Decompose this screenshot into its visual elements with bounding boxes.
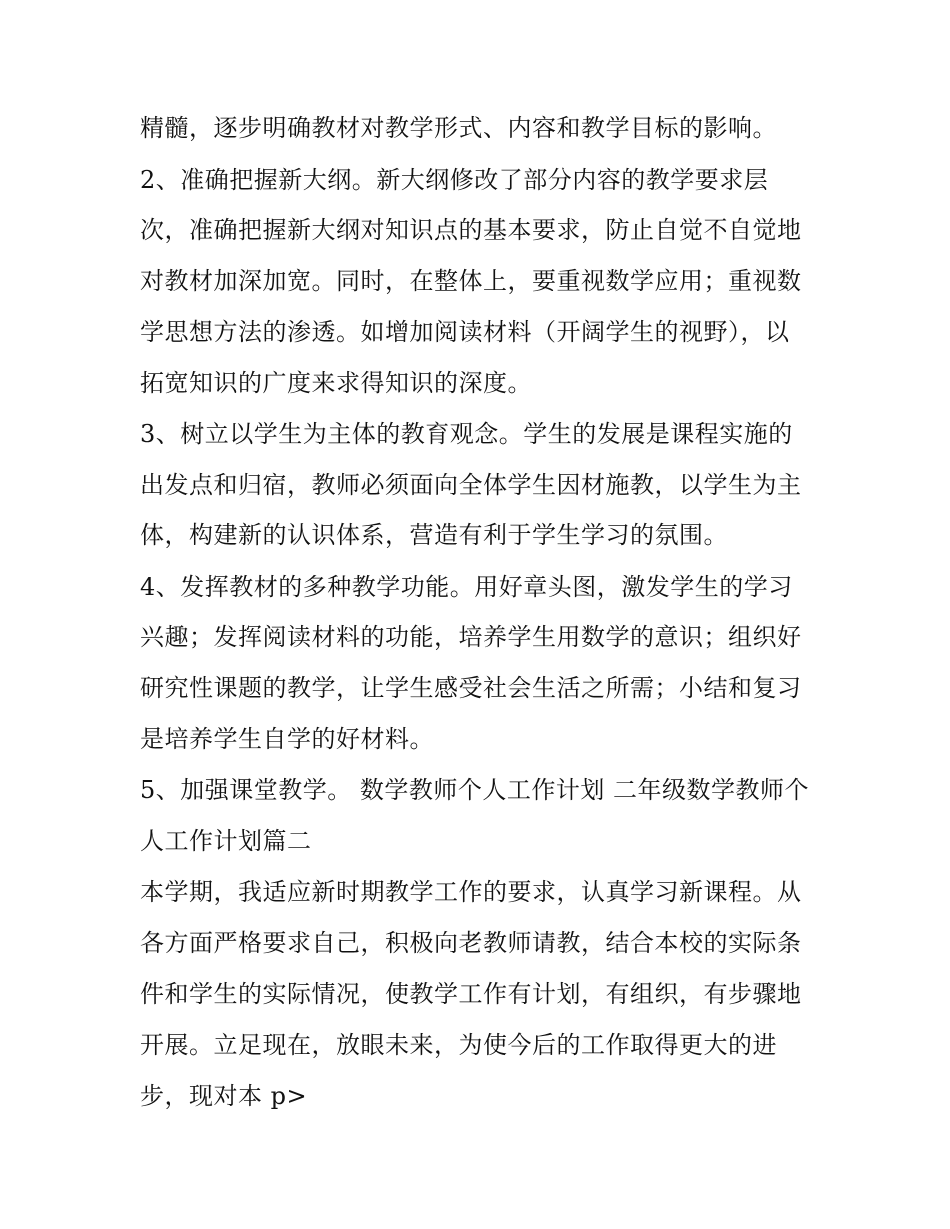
text-line: 兴趣；发挥阅读材料的功能，培养学生用数学的意识；组织好: [140, 623, 802, 651]
text-line: 各方面严格要求自己，积极向老教师请教，结合本校的实际条: [140, 929, 802, 957]
text-line: 是培养学生自学的好材料。: [140, 725, 434, 753]
text-line: 研究性课题的教学，让学生感受社会生活之所需；小结和复习: [140, 674, 802, 702]
text-line: 对教材加深加宽。同时，在整体上，要重视数学应用；重视数: [140, 267, 802, 295]
text-line: 出发点和归宿，教师必须面向全体学生因材施教，以学生为主: [140, 471, 802, 499]
text-line: 步，现对本 p>: [140, 1082, 308, 1110]
text-line: 开展。立足现在，放眼未来，为使今后的工作取得更大的进: [140, 1031, 777, 1059]
text-line: 5、加强课堂教学。 数学教师个人工作计划 二年级数学教师个: [140, 776, 810, 804]
text-line: 件和学生的实际情况，使教学工作有计划，有组织，有步骤地: [140, 980, 802, 1008]
text-line: 拓宽知识的广度来求得知识的深度。: [140, 369, 532, 397]
text-line: 2、准确把握新大纲。新大纲修改了部分内容的教学要求层: [140, 166, 769, 194]
text-line: 人工作计划篇二: [140, 827, 312, 855]
text-line: 3、树立以学生为主体的教育观念。学生的发展是课程实施的: [140, 420, 793, 448]
text-line: 学思想方法的渗透。如增加阅读材料（开阔学生的视野），以: [140, 318, 790, 346]
text-line: 体，构建新的认识体系，营造有利于学生学习的氛围。: [140, 521, 728, 549]
text-line: 次，准确把握新大纲对知识点的基本要求，防止自觉不自觉地: [140, 216, 802, 244]
text-line: 4、发挥教材的多种教学功能。用好章头图，激发学生的学习: [140, 573, 793, 601]
text-line: 精髓，逐步明确教材对教学形式、内容和教学目标的影响。: [140, 114, 777, 142]
text-line: 本学期，我适应新时期教学工作的要求，认真学习新课程。从: [140, 878, 802, 906]
